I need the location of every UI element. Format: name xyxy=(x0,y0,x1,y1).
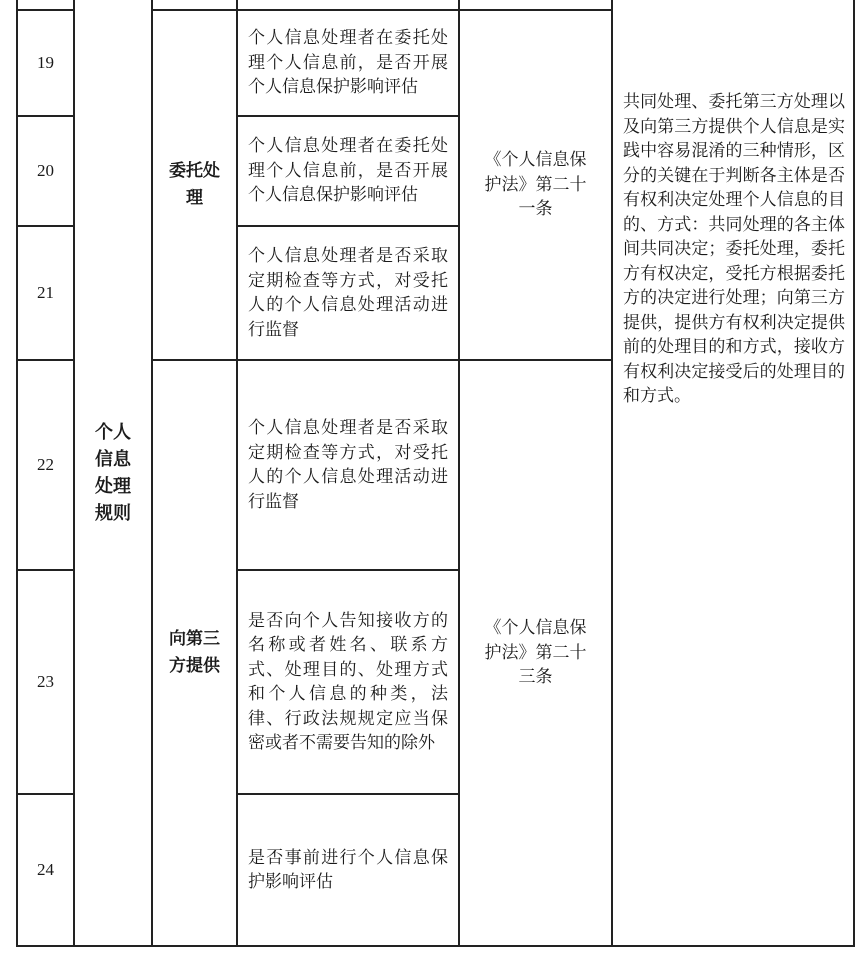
row-number: 21 xyxy=(17,226,74,360)
compliance-table xyxy=(16,0,855,947)
subcategory-label: 委托处理 xyxy=(169,161,220,208)
cell-fragment xyxy=(237,0,459,10)
law-reference-cell xyxy=(459,360,612,946)
cell-fragment xyxy=(459,0,612,10)
item-text: 个人信息处理者在委托处理个人信息前，是否开展个人信息保护影响评估 xyxy=(237,10,459,116)
table-row xyxy=(17,0,854,10)
row-number: 24 xyxy=(17,794,74,946)
law-reference-cell xyxy=(459,10,612,360)
cell-fragment xyxy=(17,0,74,10)
row-number: 22 xyxy=(17,360,74,570)
row-number: 23 xyxy=(17,570,74,794)
note-cell xyxy=(612,0,854,946)
subcategory-label: 向第三方提供 xyxy=(169,629,220,676)
row-number: 19 xyxy=(17,10,74,116)
subcategory-cell xyxy=(152,360,237,946)
item-text: 个人信息处理者是否采取定期检查等方式，对受托人的个人信息处理活动进行监督 xyxy=(237,360,459,570)
category-label: 个人信息处理规则 xyxy=(95,421,131,524)
note-text: 共同处理、委托第三方处理以及向第三方提供个人信息是实践中容易混淆的三种情形，区分的关键在于判断各主体是否有权利决定处理个人信息的目的、方式：共同处理的各主体间共同决定；委托处理，委托方有权决定，受托方根据委托方的决定进行处理；向第三方提供，提供方有权利决定提供前的处理目的和方式，接收方有权利决定接受后的处理目的和方式。 xyxy=(623,92,845,406)
item-text: 个人信息处理者是否采取定期检查等方式，对受托人的个人信息处理活动进行监督 xyxy=(237,226,459,360)
row-number: 20 xyxy=(17,116,74,226)
item-text: 个人信息处理者在委托处理个人信息前，是否开展个人信息保护影响评估 xyxy=(237,116,459,226)
item-text: 是否向个人告知接收方的名称或者姓名、联系方式、处理目的、处理方式和个人信息的种类，法律、行政法规规定应当保密或者不需要告知的除外 xyxy=(237,570,459,794)
cell-fragment xyxy=(152,0,237,10)
subcategory-cell xyxy=(152,10,237,360)
law-reference: 《个人信息保护法》第二十三条 xyxy=(484,618,587,688)
category-cell xyxy=(74,0,152,946)
law-reference: 《个人信息保护法》第二十一条 xyxy=(484,150,587,220)
item-text: 是否事前进行个人信息保护影响评估 xyxy=(237,794,459,946)
